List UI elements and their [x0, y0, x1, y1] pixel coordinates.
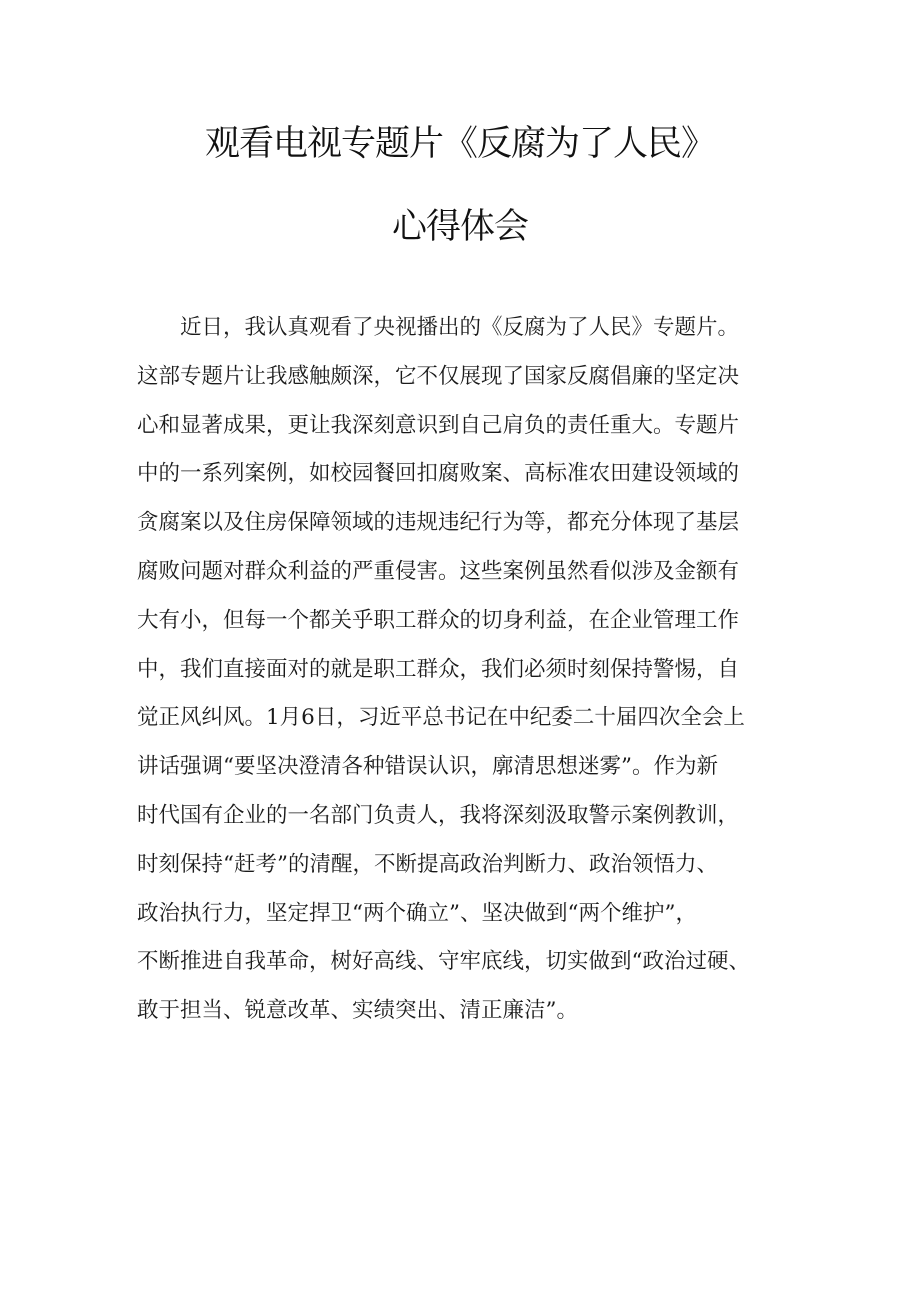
body-line: 不断推进自我革命，树好高线、守牢底线，切实做到“政治过硬、 [137, 949, 750, 975]
body-line: 大有小，但每一个都关乎职工群众的切身利益，在企业管理工作 [137, 607, 740, 633]
body-line: 中，我们直接面对的就是职工群众，我们必须时刻保持警惕，自 [137, 656, 740, 682]
body-line: 腐败问题对群众利益的严重侵害。这些案例虽然看似涉及金额有 [137, 558, 740, 584]
document-body [137, 307, 750, 1039]
document-title-line-2: 心得体会 [391, 207, 528, 247]
body-line: 近日，我认真观看了央视播出的《反腐为了人民》专题片。 [137, 315, 740, 340]
body-line: 觉正风纠风。1月6日，习近平总书记在中纪委二十届四次全会上 [137, 705, 745, 731]
body-line: 中的一系列案例，如校园餐回扣腐败案、高标准农田建设领域的 [137, 461, 740, 487]
body-line: 时代国有企业的一名部门负责人，我将深刻汲取警示案例教训， [137, 802, 740, 828]
document-title-line-1: 观看电视专题片《反腐为了人民》 [204, 124, 715, 164]
body-line: 时刻保持“赶考”的清醒，不断提高政治判断力、政治领悟力、 [137, 851, 718, 877]
body-line: 敢于担当、锐意改革、实绩突出、清正廉洁”。 [137, 998, 578, 1024]
body-line: 这部专题片让我感触颇深，它不仅展现了国家反腐倡廉的坚定决 [137, 363, 740, 389]
body-line: 心和显著成果，更让我深刻意识到自己肩负的责任重大。专题片 [137, 412, 740, 438]
body-line: 讲话强调“要坚决澄清各种错误认识，廓清思想迷雾”。作为新 [137, 754, 718, 780]
body-line: 贪腐案以及住房保障领域的违规违纪行为等，都充分体现了基层 [137, 510, 740, 536]
body-line: 政治执行力，坚定捍卫“两个确立”、坚决做到“两个维护”， [137, 900, 697, 926]
